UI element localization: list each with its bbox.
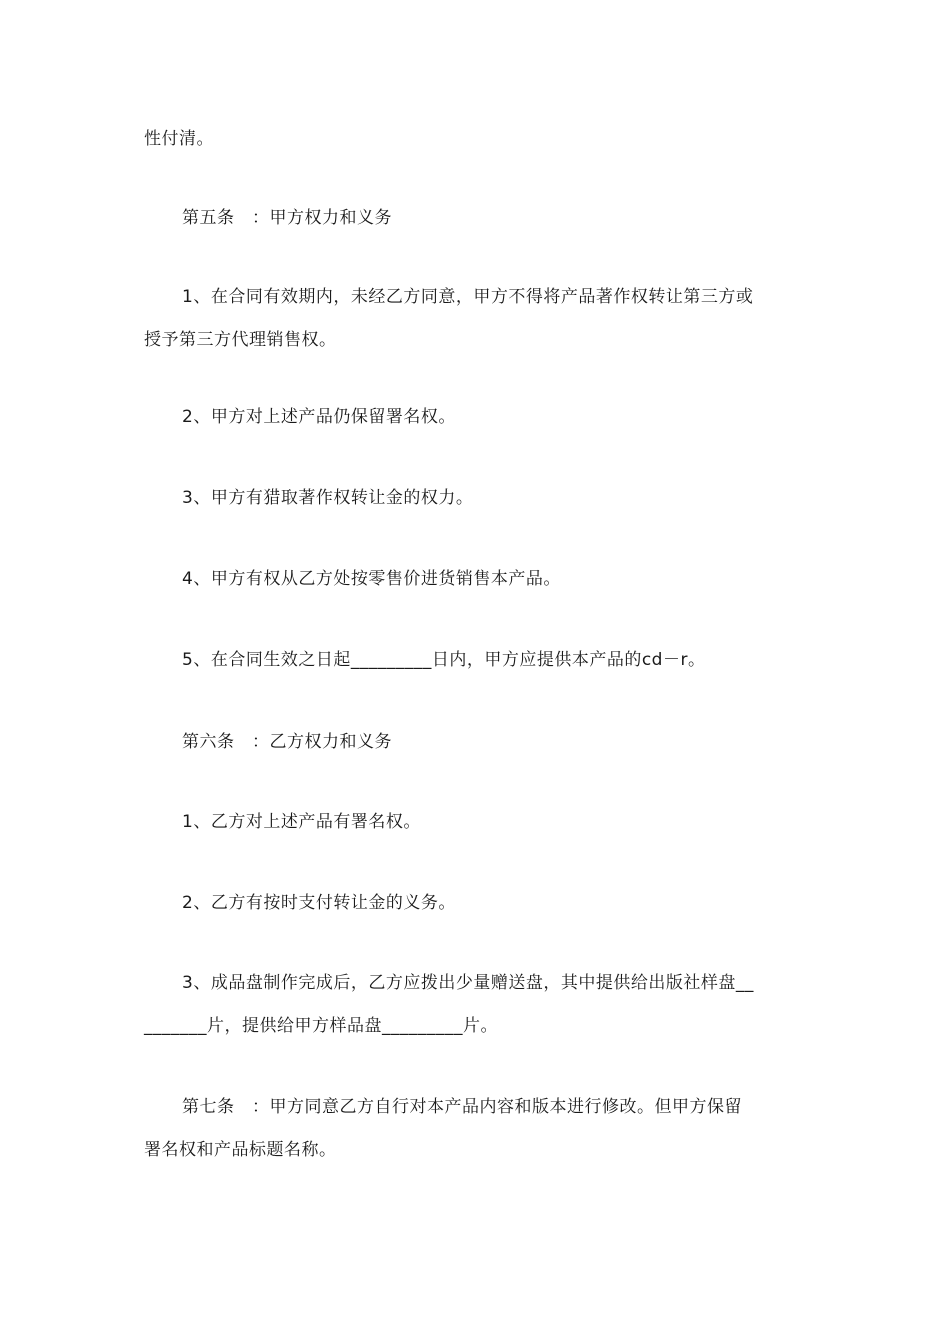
article-5-heading: 第五条 ：甲方权力和义务 [182, 208, 392, 228]
article-6-item-1: 1、乙方对上述产品有署名权。 [182, 812, 421, 832]
article-5-item-4: 4、甲方有权从乙方处按零售价进货销售本产品。 [182, 569, 561, 589]
article-5-item-5: 5、在合同生效之日起_________日内，甲方应提供本产品的cd－r。 [182, 650, 706, 670]
article-7-text-cont: 署名权和产品标题名称。 [144, 1140, 337, 1160]
article-6-item-3: 3、成品盘制作完成后，乙方应拨出少量赠送盘，其中提供给出版社样盘__ [182, 973, 754, 993]
article-6-heading: 第六条 ：乙方权力和义务 [182, 732, 392, 752]
article-6-item-3-cont: _______片，提供给甲方样品盘_________片。 [144, 1016, 498, 1036]
article-5-item-1-cont: 授予第三方代理销售权。 [144, 330, 337, 350]
article-5-item-2: 2、甲方对上述产品仍保留署名权。 [182, 407, 456, 427]
text-line-continuation: 性付清。 [144, 129, 214, 149]
article-5-item-3: 3、甲方有猎取著作权转让金的权力。 [182, 488, 474, 508]
article-6-item-2: 2、乙方有按时支付转让金的义务。 [182, 893, 456, 913]
article-5-item-1: 1、在合同有效期内，未经乙方同意，甲方不得将产品著作权转让第三方或 [182, 287, 754, 307]
article-7-text: 第七条 ：甲方同意乙方自行对本产品内容和版本进行修改。但甲方保留 [182, 1097, 742, 1117]
